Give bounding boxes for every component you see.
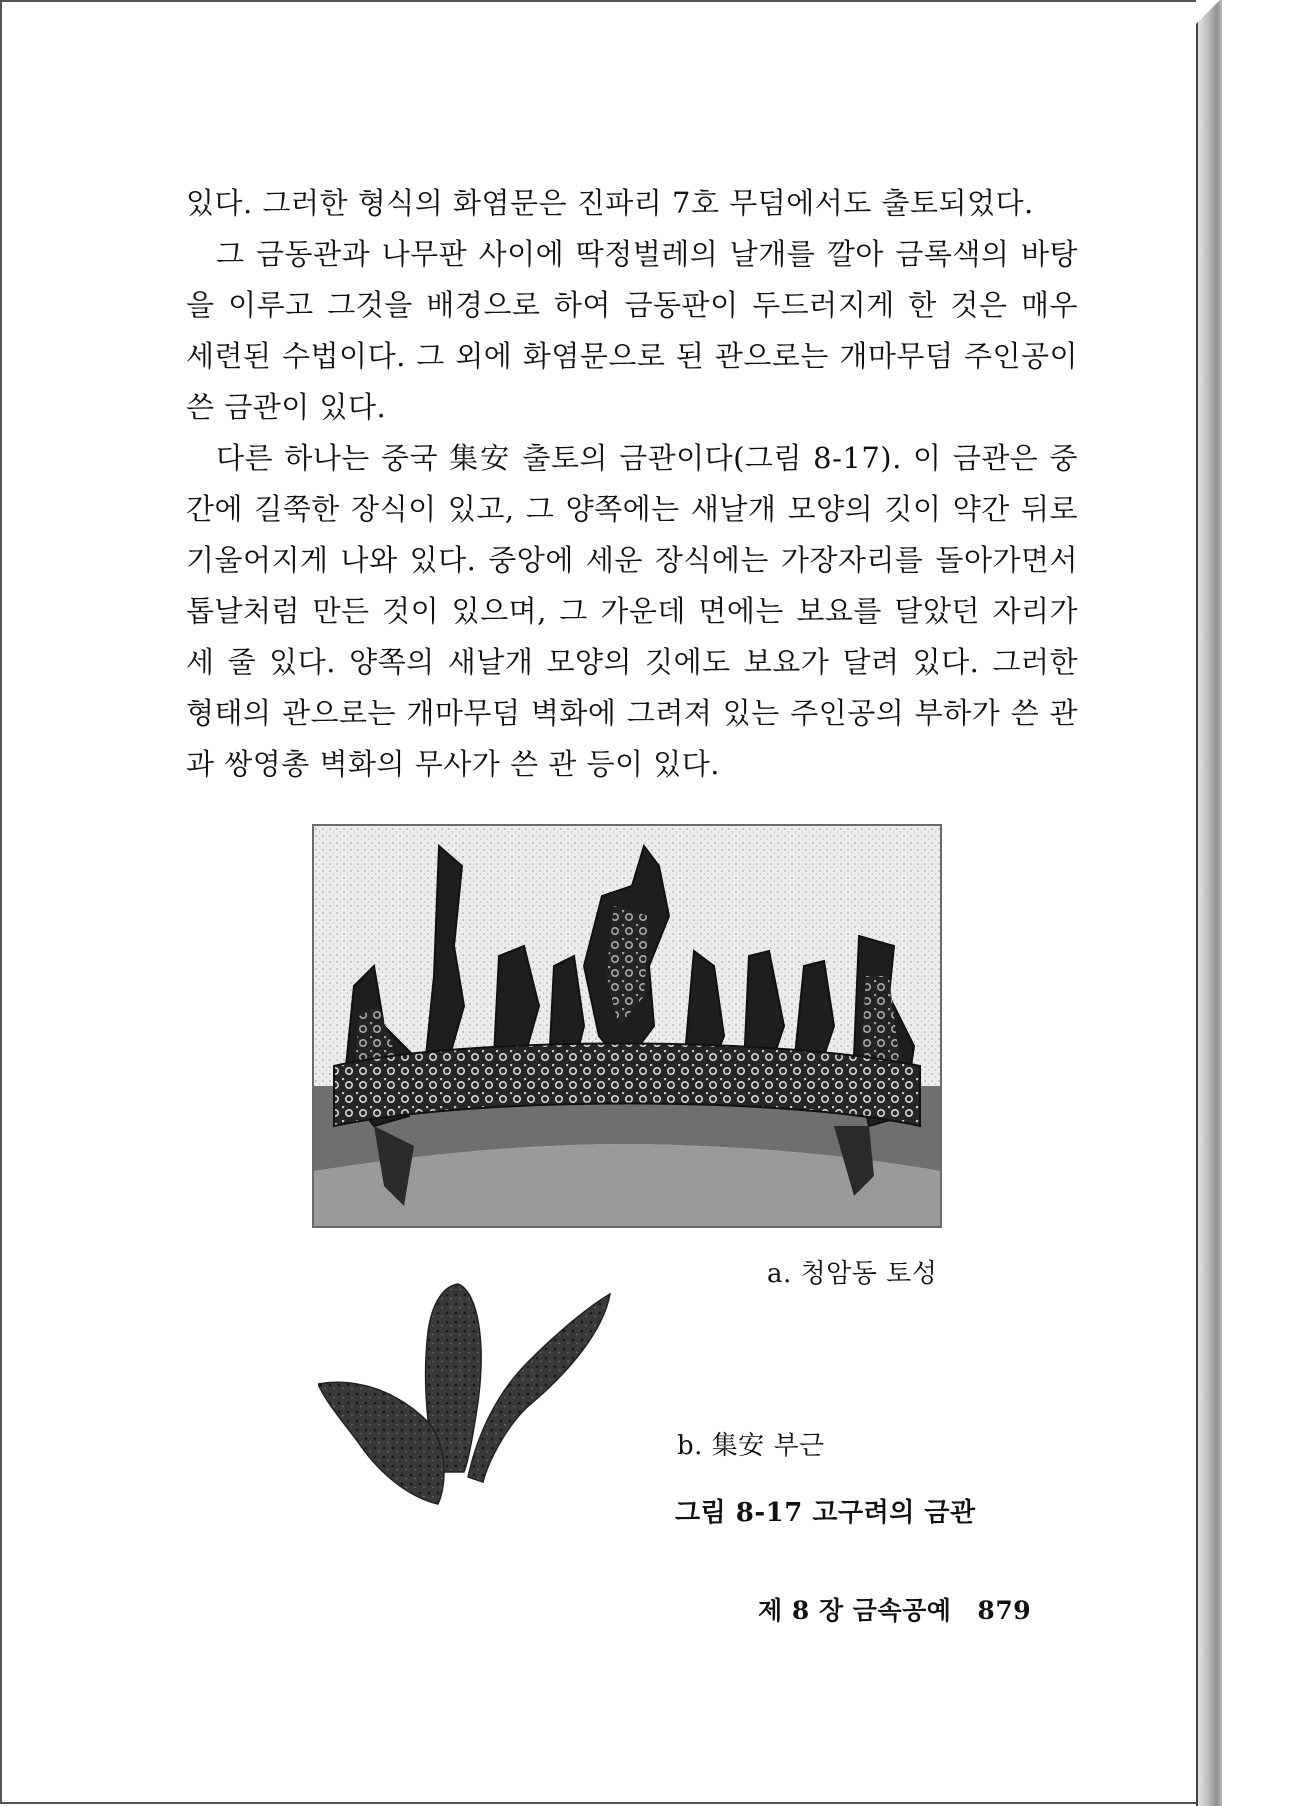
crown-photo-a [312, 824, 942, 1228]
page-number: 879 [977, 1596, 1032, 1625]
paragraph-3: 다른 하나는 중국 集安 출토의 금관이다(그림 8-17). 이 금관은 중간에 길쭉한 장식이 있고, 그 양쪽에는 새날개 모양의 깃이 약간 뒤로 기울어지게 나와 있다. 중앙에 세운 장식에는 가장자리를 돌아가면서 톱날처럼 만든 것이 있으며, 그 가운데 면에는 보요를 달았던 자리가 세 줄 있다. 양쪽의 새날개 모양의 깃에도 보요가 달려 있다. 그러한 형태의 관으로는 개마무덤 벽화에 그려져 있는 주인공의 부하가 쓴 관과 쌍영총 벽화의 무사가 쓴 관 등이 있다. [186, 441, 1078, 781]
ornament-illustration [318, 1282, 636, 1512]
chapter-title: 제 8 장 금속공예 [758, 1596, 952, 1625]
paragraph-1: 있다. 그러한 형식의 화염문은 진파리 7호 무덤에서도 출토되었다. [186, 186, 1034, 220]
crown-illustration [314, 826, 940, 1226]
body-text [186, 178, 1078, 790]
caption-a: a. 청암동 토성 [767, 1259, 938, 1289]
caption-b: b. 集安 부근 [677, 1431, 825, 1461]
running-footer [758, 1591, 1031, 1627]
page-edge-shadow [1196, 0, 1222, 1806]
ornament-photo-b [318, 1282, 636, 1512]
paragraph-2: 그 금동관과 나무판 사이에 딱정벌레의 날개를 깔아 금록색의 바탕을 이루고 그것을 배경으로 하여 금동판이 두드러지게 한 것은 매우 세련된 수법이다. 그 외에 화염문으로 된 관으로는 개마무덤 주인공이 쓴 금관이 있다. [186, 237, 1078, 424]
page-edge-corner [1196, 0, 1220, 24]
figure-title: 그림 8-17 고구려의 금관 [675, 1498, 976, 1528]
